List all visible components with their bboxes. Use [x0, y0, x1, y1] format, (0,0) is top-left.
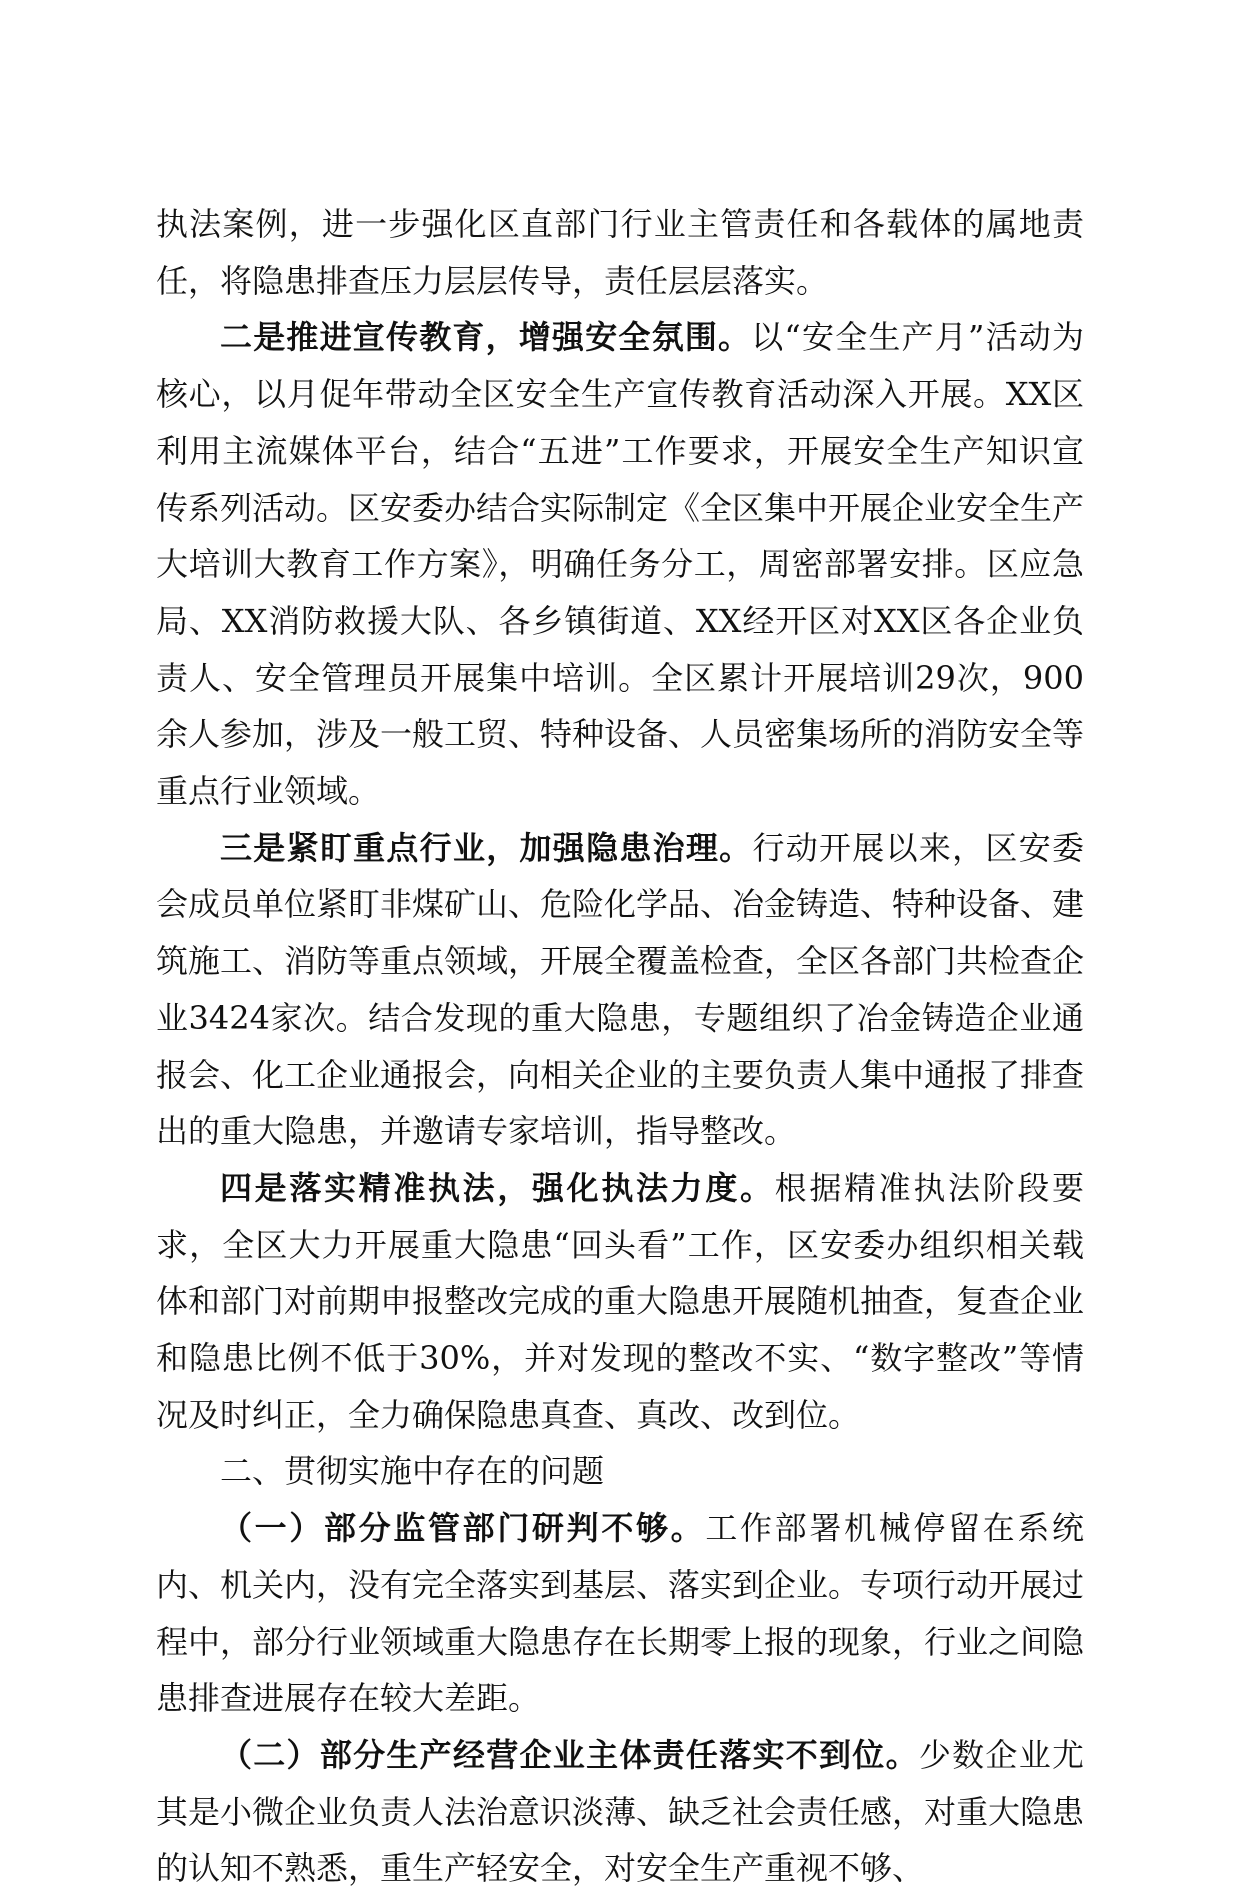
paragraph-publicity-education — [156, 309, 1084, 819]
paragraph-heading: 四是落实精准执法，强化执法力度。 — [220, 1168, 775, 1207]
paragraph-heading: （二）部分生产经营企业主体责任落实不到位。 — [220, 1735, 919, 1774]
paragraph-problem-one — [156, 1500, 1084, 1727]
paragraph-law-enforcement — [156, 1160, 1084, 1444]
paragraph-text: 工作部署机械停留在系统内、机关内，没有完全落实到基层、落实到企业。专项行动开展过程中，部分行业领域重大隐患存在长期零上报的现象，行业之间隐患排查进展存在较大差距。 — [156, 1509, 1085, 1718]
paragraph-text: 行动开展以来，区安委会成员单位紧盯非煤矿山、危险化学品、冶金铸造、特种设备、建筑施工、消防等重点领域，开展全覆盖检查，全区各部门共检查企业3424家次。结合发现的重大隐患，专题组织了冶金铸造企业通报会、化工企业通报会，向相关企业的主要负责人集中通报了排查出的重大隐患，并邀请专家培训，指导整改。 — [156, 828, 1085, 1151]
section-heading-problems — [156, 1443, 1084, 1500]
document-page — [156, 196, 1084, 1897]
paragraph-text: 少数企业尤其是小微企业负责人法治意识淡薄、缺乏社会责任感，对重大隐患的认知不熟悉，重生产轻安全，对安全生产重视不够、 — [156, 1735, 1085, 1888]
paragraph-text: 以“安全生产月”活动为核心，以月促年带动全区安全生产宣传教育活动深入开展。XX区利用主流媒体平台，结合“五进”工作要求，开展安全生产知识宣传系列活动。区安委办结合实际制定《全区集中开展企业安全生产大培训大教育工作方案》，明确任务分工，周密部署安排。区应急局、XX消防救援大队、各乡镇街道、XX经开区对XX区各企业负责人、安全管理员开展集中培训。全区累计开展培训29次，900余人参加，涉及一般工贸、特种设备、人员密集场所的消防安全等重点行业领域。 — [156, 318, 1085, 811]
paragraph-heading: （一）部分监管部门研判不够。 — [220, 1509, 706, 1548]
paragraph-heading: 三是紧盯重点行业，加强隐患治理。 — [220, 828, 753, 867]
paragraph-key-industries — [156, 820, 1084, 1160]
paragraph-text: 根据精准执法阶段要求，全区大力开展重大隐患“回头看”工作，区安委办组织相关载体和部门对前期申报整改完成的重大隐患开展随机抽查，复查企业和隐患比例不低于30%，并对发现的整改不实、“数字整改”等情况及时纠正，全力确保隐患真查、真改、改到位。 — [156, 1168, 1085, 1434]
paragraph-heading: 二是推进宣传教育，增强安全氛围。 — [220, 318, 752, 357]
paragraph-problem-two — [156, 1727, 1084, 1897]
section-heading-text: 二、贯彻实施中存在的问题 — [220, 1452, 605, 1491]
paragraph-text: 执法案例，进一步强化区直部门行业主管责任和各载体的属地责任，将隐患排查压力层层传导，责任层层落实。 — [156, 205, 1084, 300]
paragraph-continuation — [156, 196, 1084, 309]
